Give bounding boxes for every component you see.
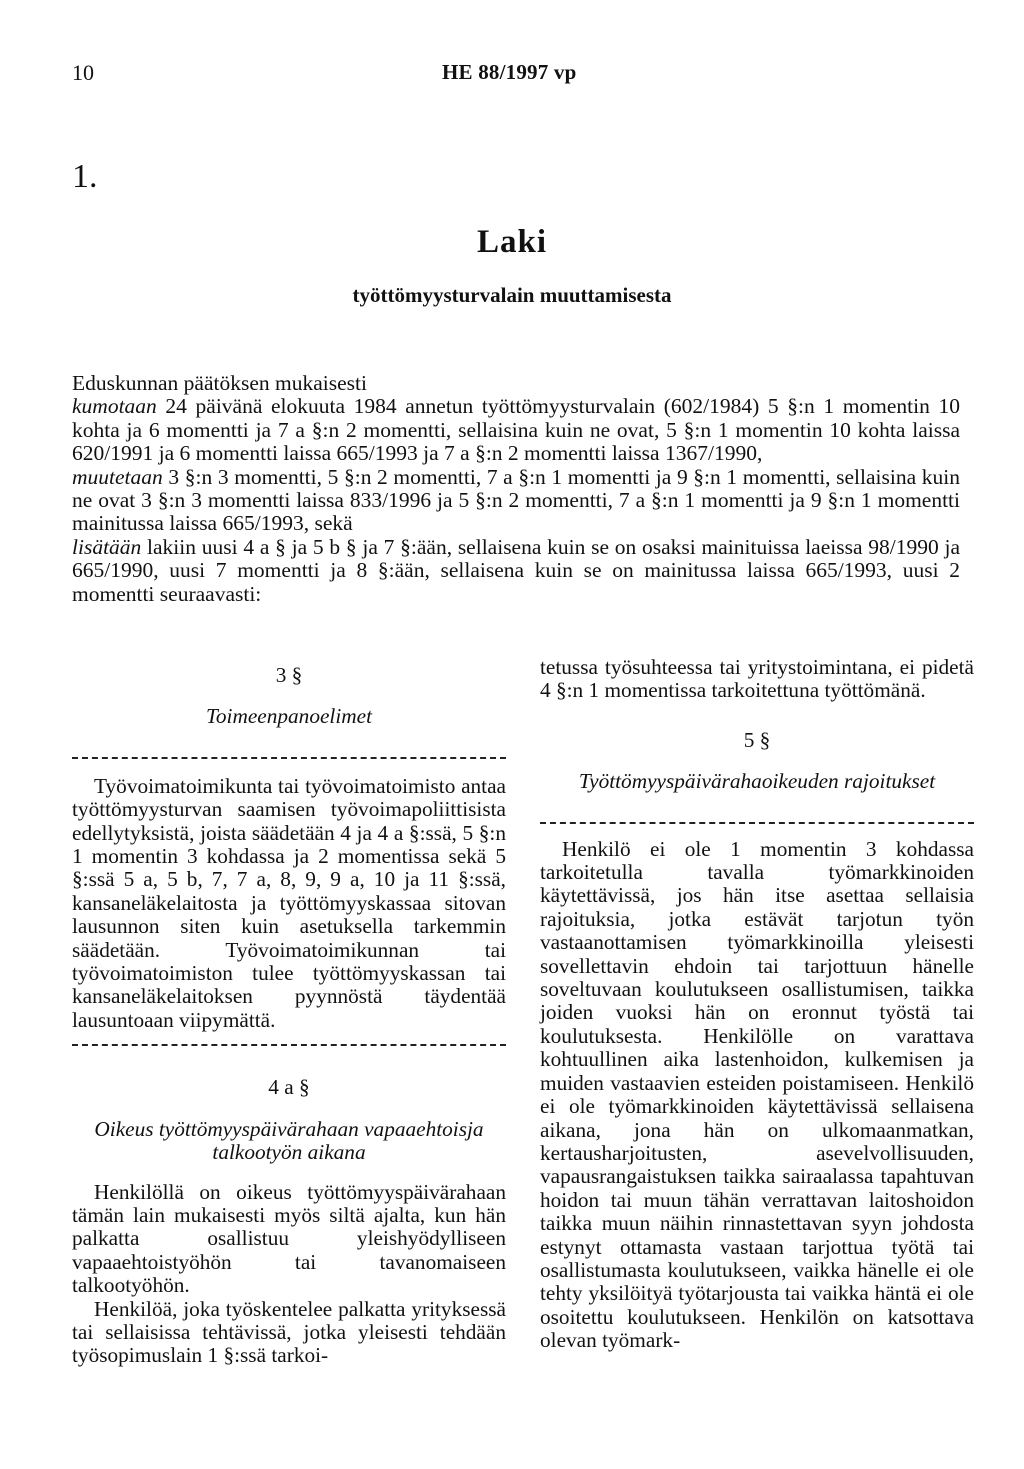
section-4a-title: Oikeus työttömyyspäivärahaan vapaaehtoisja talkootyön aikana — [94, 1116, 484, 1165]
preamble-intro: Eduskunnan päätöksen mukaisesti — [72, 371, 367, 395]
law-title: Laki — [476, 224, 548, 260]
section-4a-paragraph-2: Henkilöä, joka työskentelee palkatta yrityksessä tai sellaisissa tehtävissä, jotka yleisesti tehdään työsopimuslain 1 §:ssä tarkoi- — [72, 1296, 506, 1368]
muutetaan-text: 3 §:n 3 momentti, 5 §:n 2 momentti, 7 a §:n 1 momentti ja 9 §:n 1 momentti, sellaisina kuin ne ovat 3 §:n 3 momentti laissa 833/1996 ja 5 §:n 2 momentti, 7 a §:n 1 momentti ja 9 §:n 1 momentti mainitussa laissa 665/1993, sekä — [72, 464, 960, 536]
keyword-lisataan: lisätään — [72, 534, 142, 559]
section-5-title: Työttömyyspäivärahaoikeuden rajoitukset — [578, 769, 936, 794]
left-column — [72, 656, 506, 1368]
preamble — [72, 372, 960, 606]
section-5-paragraph: Henkilö ei ole 1 momentin 3 kohdassa tarkoitetulla tavalla työmarkkinoiden käytettävissä, jos hän itse asettaa sellaisia rajoituksia, jotka estävät tarjotun työn vastaanottamisen työmarkkinoilla yleisesti sovellettavin ehdoin tai tarjottuun hänelle soveltuvaan koulutukseen osallistumisen, taikka joiden vuoksi hän on eronnut työstä tai koulutuksesta. Henkilölle on varattava kohtuullinen aika lastenhoidon, kulkemisen ja muiden vastaavien esteiden poistamiseen. Henkilö ei ole työmarkkinoiden käytettävissä sellaisena aikana, jona hän on ulkomaanmatkan, kertausharjoitusten, asevelvollisuuden, vapausrangaistuksen taikka sairaalassa tapahtuvan hoidon tai muun tähän verrattavan laitoshoidon taikka muun näihin rinnastettavan syyn johdosta estynyt ottamasta vastaan tarjottua työtä tai osallistumasta koulutukseen, vaikka hänelle ei ole tehty yksilöityä työtarjousta tai vaikka häntä ei ole osoitettu koulutukseen. Henkilön on katsottava olevan työmark- — [540, 836, 974, 1353]
section-5-heading: 5 § — [743, 727, 771, 752]
omission-divider — [540, 822, 974, 824]
document-id: HE 88/1997 vp — [442, 60, 577, 84]
page-number: 10 — [72, 60, 94, 85]
kumotaan-text: 24 päivänä elokuuta 1984 annetun työttömyysturvalain (602/1984) 5 §:n 1 momentin 10 kohta ja 6 momentti ja 7 a §:n 2 momentti, sellaisina kuin ne ovat, 5 §:n 1 momentin 10 kohta laissa 620/1991 ja 6 momentti laissa 665/1993 ja 7 a §:n 2 momentti laissa 1367/1990, — [72, 394, 960, 466]
section-3-heading: 3 § — [275, 663, 303, 687]
section-4a-paragraph-1: Henkilöllä on oikeus työttömyyspäivärahaan tämän lain mukaisesti myös siltä ajalta, kun hän palkatta osallistuu yleishyödylliseen vapaaehtoistyöhön tai tavanomaiseen talkootyöhön. — [72, 1179, 506, 1298]
section-3-paragraph: Työvoimatoimikunta tai työvoimatoimisto antaa työttömyysturvan saamisen työvoimapoliittisista edellytyksistä, joista säädetään 4 ja 4 a §:ssä, 5 §:n 1 momentin 3 kohdassa ja 2 momentissa sekä 5 §:ssä 5 a, 5 b, 7, 7 a, 8, 9, 9 a, 10 ja 11 §:ssä, kansaneläkelaitosta ja työttömyyskassaa sitovan lausunnon siten kuin asetuksella tarkemmin säädetään. Työvoimatoimikunnan tai työvoimatoimiston tulee työttömyyskassan tai kansaneläkelaitoksen pyynnöstä täydentää lausuntoaan viipymättä. — [72, 773, 506, 1032]
law-subtitle: työttömyysturvalain muuttamisesta — [352, 283, 672, 307]
keyword-muutetaan: muutetaan — [72, 464, 163, 489]
preamble-lisataan — [72, 536, 960, 606]
omission-divider — [72, 1044, 506, 1046]
continued-paragraph: tetussa työsuhteessa tai yritystoimintana, ei pidetä 4 §:n 1 momentissa tarkoitettuna työttömänä. — [540, 655, 974, 703]
section-3-title: Toimeenpanoelimet — [205, 704, 373, 729]
omission-divider — [72, 757, 506, 759]
lisataan-text: lakiin uusi 4 a § ja 5 b § ja 7 §:ään, sellaisena kuin se on osaksi mainituissa laeissa 98/1990 ja 665/1990, uusi 7 momentti ja 8 §:ään, sellaisena kuin se on mainitussa laissa 665/1993, uusi 2 momentti seuraavasti: — [72, 534, 960, 606]
preamble-muutetaan — [72, 466, 960, 536]
right-column — [540, 656, 974, 1353]
keyword-kumotaan: kumotaan — [72, 394, 157, 419]
section-number: 1. — [72, 158, 98, 195]
preamble-kumotaan — [72, 395, 960, 465]
page-header — [72, 60, 952, 90]
section-4a-heading: 4 a § — [268, 1075, 310, 1100]
